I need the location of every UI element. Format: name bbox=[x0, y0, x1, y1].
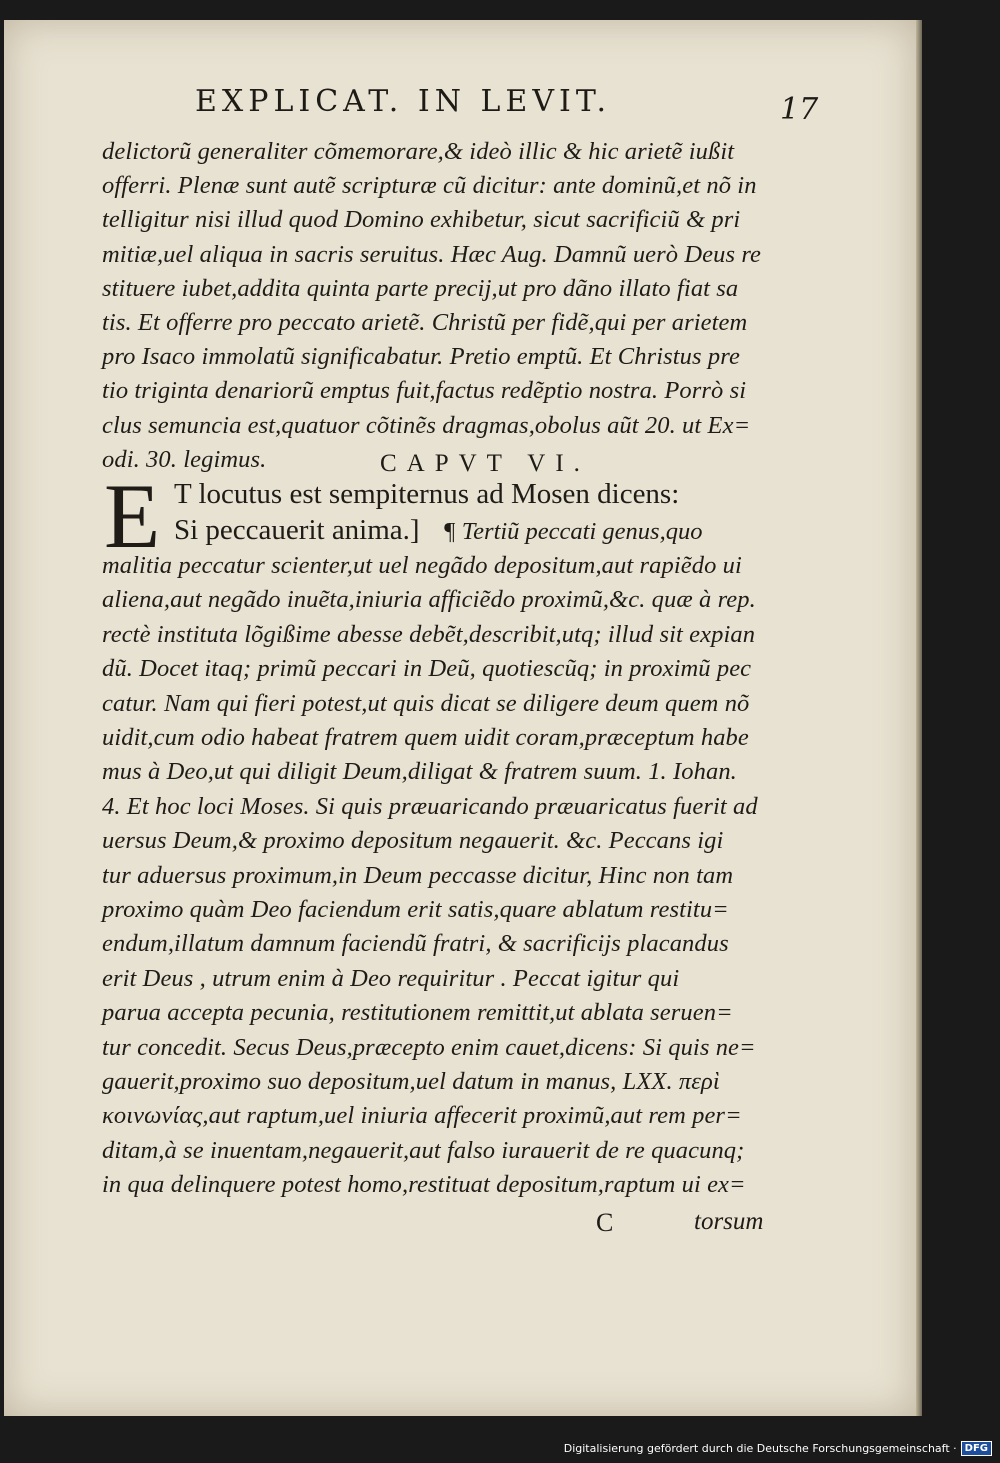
footer-credit bbox=[564, 1441, 992, 1456]
text-line: dũ. Docet itaq; primũ peccari in Deũ, quotiescũq; in proximũ pec bbox=[102, 655, 752, 683]
text-line: gauerit,proximo suo depositum,uel datum in manus, LXX. περὶ bbox=[102, 1068, 720, 1095]
text-line: pro Isaco immolatũ significabatur. Pretio emptũ. Et Christus pre bbox=[102, 343, 740, 371]
text-line: parua accepta pecunia, restitutionem remittit,ut ablata seruen= bbox=[102, 999, 733, 1027]
page-edge bbox=[916, 20, 922, 1416]
text-line: odi. 30. legimus. bbox=[102, 445, 267, 473]
text-line: uersus Deum,& proximo depositum negauerit. &c. Peccans igi bbox=[102, 827, 724, 855]
catchword: torsum bbox=[694, 1208, 764, 1235]
text-line: ditam,à se inuentam,negauerit,aut falso iurauerit de re quacunq; bbox=[102, 1136, 745, 1164]
text-line: 4. Et hoc loci Moses. Si quis præuaricando præuaricatus fuerit ad bbox=[102, 792, 758, 820]
text-line: in qua delinquere potest homo,restituat depositum,raptum ui ex= bbox=[102, 1171, 746, 1199]
opening-line-2-text: Si peccauerit anima.] bbox=[174, 514, 420, 546]
opening-line-2-tail: ¶ Tertiũ peccati genus,quo bbox=[442, 518, 703, 545]
text-line: mus à Deo,ut qui diligit Deum,diligat & fratrem suum. 1. Iohan. bbox=[102, 758, 737, 786]
text-line: tis. Et offerre pro peccato arietẽ. Christũ per fidẽ,qui per arietem bbox=[102, 309, 748, 336]
text-line: clus semuncia est,quatuor cõtinẽs dragmas,obolus aũt 20. ut Ex= bbox=[102, 411, 751, 439]
text-line: tur concedit. Secus Deus,præcepto enim cauet,dicens: Si quis ne= bbox=[102, 1033, 756, 1061]
text-line: rectè instituta lõgißime abesse debẽt,describit,utq; illud sit expian bbox=[102, 620, 756, 648]
opening-line-1: T locutus est sempiternus ad Mosen dicens: bbox=[174, 478, 680, 510]
text-line: tur aduersus proximum,in Deum peccasse dicitur, Hinc non tam bbox=[102, 861, 734, 889]
drop-initial: E bbox=[104, 465, 161, 567]
opening-line-2 bbox=[174, 514, 702, 547]
text-line: proximo quàm Deo faciendum erit satis,quare ablatum restitu= bbox=[102, 896, 729, 923]
text-line: stituere iubet,addita quinta parte precij,ut pro dãno illato fiat sa bbox=[102, 274, 739, 302]
text-line: κοινωνίας,aut raptum,uel iniuria affecerit proximũ,aut rem per= bbox=[102, 1102, 742, 1130]
text-line: erit Deus , utrum enim à Deo requiritur . Peccat igitur qui bbox=[102, 964, 680, 992]
text-line: uidit,cum odio habeat fratrem quem uidit coram,præceptum habe bbox=[102, 724, 749, 751]
text-line: malitia peccatur scienter,ut uel negãdo depositum,aut rapiẽdo ui bbox=[102, 552, 742, 579]
text-line: aliena,aut negãdo inuẽta,iniuria afficiẽdo proximũ,&c. quæ à rep. bbox=[102, 586, 756, 614]
text-line: endum,illatum damnum faciendũ fratri, & sacrificijs placandus bbox=[102, 930, 729, 958]
page-number: 17 bbox=[780, 92, 819, 127]
text-line: catur. Nam qui fieri potest,ut quis dicat se diligere deum quem nõ bbox=[102, 689, 750, 717]
text-line: offerri. Plenæ sunt autẽ scripturæ cũ dicitur: ante dominũ,et nõ in bbox=[102, 172, 757, 200]
footer-credit-text: Digitalisierung gefördert durch die Deutsche Forschungsgemeinschaft · bbox=[563, 1442, 957, 1455]
text-line: telligitur nisi illud quod Domino exhibetur, sicut sacrificiũ & pri bbox=[102, 206, 741, 234]
running-head: EXPLICAT. IN LEVIT. bbox=[195, 84, 611, 119]
text-line: tio triginta denariorũ emptus fuit,factus redẽptio nostra. Porrò si bbox=[102, 377, 747, 405]
text-line: mitiæ,uel aliqua in sacris seruitus. Hæc Aug. Damnũ uerò Deus re bbox=[102, 240, 762, 268]
text-line: delictorũ generaliter cõmemorare,& ideò illic & hic arietẽ iußit bbox=[102, 138, 735, 165]
chapter-heading: CAPVT VI. bbox=[380, 450, 590, 477]
dfg-logo-icon: DFG bbox=[961, 1441, 992, 1456]
signature-mark: C bbox=[596, 1208, 614, 1237]
